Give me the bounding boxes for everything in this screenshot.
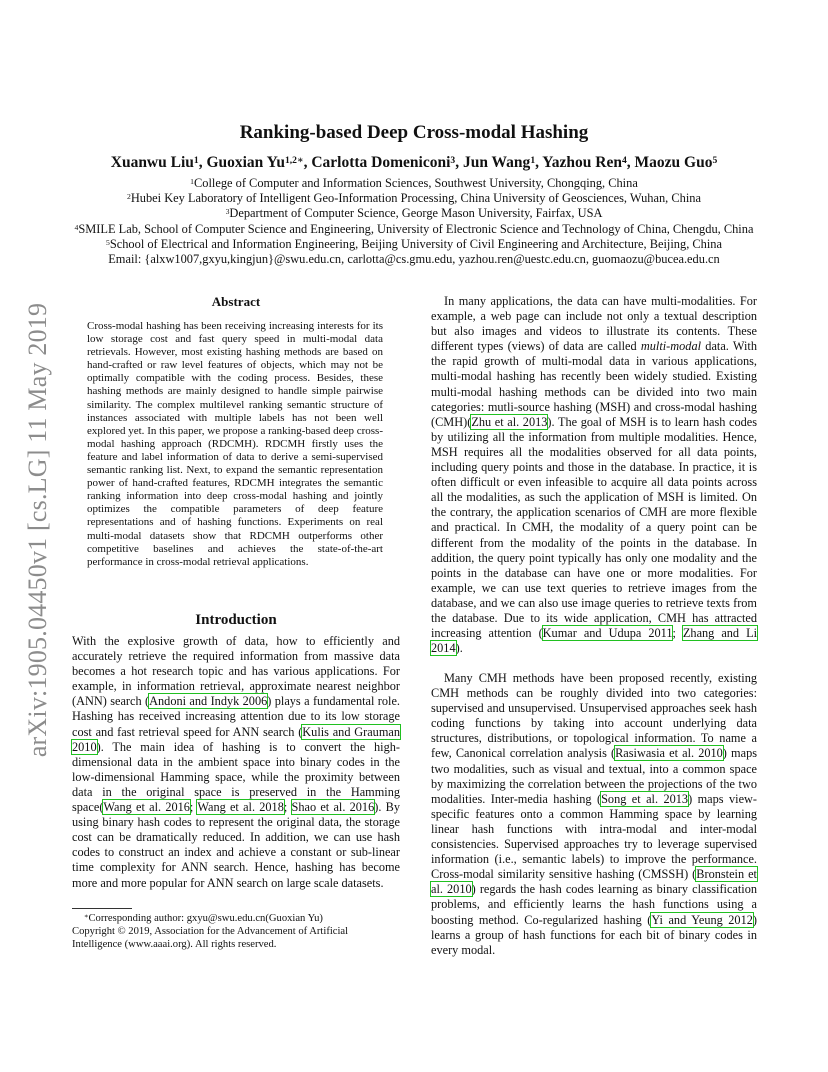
copyright-note: Copyright © 2019, Association for the Advancement of Artificial Intelligence (www.aaai.org). All rights reserved.	[72, 926, 349, 951]
author-list: Xuanwu Liu$^1$, Guoxian $Yu^{1,2∗}$, Carlotta Domeniconi$^3$, Jun Wang$^1$, Yazhou Ren$^4$, Maozu Guo$^5$	[110, 154, 718, 171]
citation-link[interactable]: Wang et al. 2016	[103, 800, 190, 815]
citation-link[interactable]: Song et al. 2013	[601, 791, 689, 806]
abstract-heading: Abstract	[211, 294, 261, 309]
arxiv-stamp	[18, 270, 58, 790]
arxiv-identifier: arXiv:1905.04450v1 [cs.LG] 11 May 2019	[23, 302, 53, 758]
affiliation: $^2$Hubei Key Laboratory of Intelligent Geo-Information Processing, China University of Geosciences, Wuhan, China	[127, 191, 701, 205]
author: Yazhou Ren$^4$	[542, 154, 627, 171]
author: Guoxian $Yu^{1,2∗}$	[206, 154, 304, 171]
author: Xuanwu Liu$^1$	[110, 154, 199, 171]
author: Maozu Guo$^5$	[634, 154, 718, 171]
introduction-heading: Introduction	[195, 612, 277, 628]
citation-link[interactable]: Yi and Yeung 2012	[651, 912, 753, 927]
intro-paragraph-2: In many applications, the data can have multi-modalities. For example, a web page can include not only a textual description but also images and videos to illustrate its contents. These different types (views) of data are called multi-modal data. With the rapid growth of multi-modal data in various applications, multi-modal hashing has recently been widely studied. Existing multi-modal hashing methods can be divided into two main categories: mutli-source hashing (MSH) and cross-modal hashing (CMH)(Zhu et al. 2013). The goal of MSH is to learn hash codes by utilizing all the information from multiple modalities. Hence, MSH requires all the modalities observed for all data points, including query points and those in the database. In practice, it is often difficult or even infeasible to acquire all data points across all the modalities, as such the application of MSH is limited. On the contrary, the application scenarios of CMH are more flexible and practical. In CMH, the modality of a query point can be different from the modality of the points in the database. In addition, the query point typically has only one modality and the points in the database can have one or more modalities. For example, we can use text queries to retrieve images from the database, and we can also use image queries to retrieve texts from the database. Due to its wide application, CMH has attracted increasing attention (Kumar and Udupa 2011; Zhang and Li 2014).	[431, 294, 757, 656]
intro-paragraph-3: Many CMH methods have been proposed recently, existing CMH methods can be roughly divided into two categories: supervised and unsupervised. Unsupervised approaches seek hash coding functions by taking into account underlying data structures, distributions, or topological information. To name a few, Canonical correlation analysis (Rasiwasia et al. 2010) maps two modalities, such as visual and textual, into a common space by maximizing the correlation between the projections of the two modalities. Inter-media hashing (Song et al. 2013) maps view-specific features onto a common Hamming space by learning linear hash functions with intra-modal and inter-modal consistencies. Supervised approaches try to leverage supervised information (i.e., semantic labels) to improve the performance. Cross-modal similarity sensitive hashing (CMSSH) (Bronstein et al. 2010) regards the hash codes learning as binary classification problems, and efficiently learns the hash functions using a boosting method. Co-regularized hashing (Yi and Yeung 2012) learns a group of hash functions for each bit of binary codes in every modal.	[431, 671, 758, 957]
footnote	[72, 912, 392, 952]
affiliation: $^4$SMILE Lab, School of Computer Science and Engineering, University of Electronic Science and Technology of China, Chengdu, China	[74, 222, 754, 236]
intro-paragraph-1: With the explosive growth of data, how to efficiently and accurately retrieve the required information from massive data becomes a hot research topic and has various applications. For example, in information retrieval, approximate nearest neighbor (ANN) search (Andoni and Indyk 2006) plays a fundamental role. Hashing has received increasing attention due to its low storage cost and fast retrieval speed for ANN search (Kulis and Grauman 2010). The main idea of hashing is to convert the high-dimensional data in the ambient space into binary codes in the low-dimensional Hamming space, while the proximity between data in the original space is preserved in the Hamming space(Wang et al. 2016; Wang et al. 2018; Shao et al. 2016). By using binary hash codes to represent the original data, the storage cost can be dramatically reduced. In addition, we can use hash codes to construct an index and achieve a constant or sub-linear time complexity for ANN search. Hence, hashing has become more and more popular for ANN search on large scale datasets.	[72, 634, 401, 890]
corresponding-author-note: ∗Corresponding author: gxyu@swu.edu.cn(Guoxian Yu)	[84, 913, 323, 924]
paper-title: Ranking-based Deep Cross-modal Hashing	[239, 122, 589, 143]
citation-link[interactable]: Shao et al. 2016	[291, 800, 375, 815]
citation-link[interactable]: Zhu et al. 2013	[471, 414, 548, 429]
abstract-text: Cross-modal hashing has been receiving increasing interests for its low storage cost and fast query speed in multi-modal data retrievals. However, most existing hashing methods are based on hand-crafted or raw level features of objects, which may not be optimally compatible with the coding process. Besides, these hashing methods are mainly designed to handle simple pairwise similarity. The complex multilevel ranking semantic structure of instances associated with multiple labels has not been well explored yet. In this paper, we propose a ranking-based deep cross-modal hashing approach (RDCMH). RDCMH firstly uses the feature and label information of data to derive a semi-supervised semantic ranking list. Next, to expand the semantic representation power of hand-crafted features, RDCMH integrates the semantic ranking information into deep cross-modal hashing and jointly optimizes the compatible parameters of deep feature representations and of hashing functions. Experiments on real multi-modal datasets show that RDCMH outperforms other competitive baselines and achieves the state-of-the-art performance in cross-modal retrieval applications.	[87, 320, 383, 568]
author: Jun Wang$^1$	[462, 154, 536, 171]
citation-link[interactable]: Wang et al. 2018	[197, 800, 284, 815]
citation-link[interactable]: Zhang and Li 2014	[431, 626, 757, 656]
footnote-divider	[72, 908, 132, 909]
affiliation: $^5$School of Electrical and Information Engineering, Beijing University of Civil Engineering and Architecture, Beijing, China	[106, 237, 722, 251]
author: Carlotta Domeniconi$^3$	[311, 154, 456, 171]
affiliation: $^1$College of Computer and Information Sciences, Southwest University, Chongqing, China	[190, 176, 638, 190]
citation-link[interactable]: Rasiwasia et al. 2010	[615, 746, 723, 761]
citation-link[interactable]: Andoni and Indyk 2006	[149, 694, 268, 709]
affiliation: $^3$Department of Computer Science, George Mason University, Fairfax, USA	[225, 206, 603, 220]
citation-link[interactable]: Bronstein et al. 2010	[431, 867, 757, 897]
citation-link[interactable]: Kulis and Grauman 2010	[72, 724, 401, 754]
citation-link[interactable]: Kumar and Udupa 2011	[542, 626, 673, 641]
email-line: Email: {alxw1007,gxyu,kingjun}@swu.edu.cn, carlotta@cs.gmu.edu, yazhou.ren@uestc.edu.cn, guomaozu@bucea.edu.cn	[108, 252, 720, 266]
